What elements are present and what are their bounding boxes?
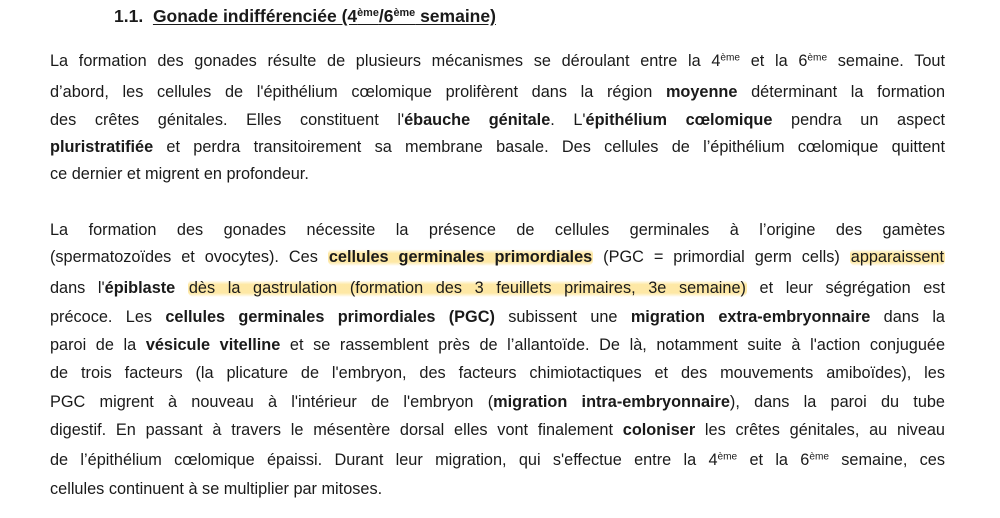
text-run: déterminant la formation <box>737 83 945 101</box>
paragraph-line <box>50 305 945 329</box>
text-run: et leur ségrégation est <box>746 279 945 297</box>
paragraph-line <box>50 333 945 357</box>
text-run: (spermatozoïdes et ovocytes). Ces <box>50 248 328 266</box>
section-title-part: /6 <box>378 6 394 26</box>
superscript: ème <box>809 451 829 463</box>
bold-term: migration intra-embryonnaire <box>493 393 730 411</box>
text-run: . L' <box>550 111 586 129</box>
paragraph-line <box>50 135 945 159</box>
text-run: d’abord, les cellules de l'épithélium cœlomique prolifèrent dans la région <box>50 83 666 101</box>
bold-term: ébauche génitale <box>404 111 551 129</box>
bold-term: épithélium cœlomique <box>585 111 773 129</box>
text-run: PGC migrent à nouveau à l'intérieur de l'embryon ( <box>50 393 494 411</box>
paragraph-line <box>50 390 945 414</box>
superscript: ème <box>720 52 741 64</box>
text-run: et la 6 <box>740 52 808 70</box>
bold-term: moyenne <box>665 83 738 101</box>
paragraph-line <box>50 418 945 442</box>
paragraph-line <box>50 361 945 385</box>
section-heading <box>114 6 496 27</box>
paragraph-line <box>50 49 945 73</box>
paragraph-line <box>50 477 945 501</box>
text-run: semaine, ces <box>828 451 945 469</box>
superscript: ème <box>393 7 416 20</box>
text-run: dans l' <box>50 279 105 297</box>
text-run: précoce. Les <box>50 308 166 326</box>
paragraph-line <box>50 80 945 104</box>
paragraph-line <box>50 162 945 186</box>
section-title-part: semaine) <box>415 6 496 26</box>
text-run: les crêtes génitales, au niveau <box>695 421 945 439</box>
text-run: paroi de la <box>50 336 146 354</box>
bold-term: cellules germinales primordiales (PGC) <box>165 308 495 326</box>
text-run: La formation des gonades nécessite la présence de cellules germinales à l’origine des gamètes <box>50 221 945 239</box>
text-run: cellules continuent à se multiplier par mitoses. <box>50 480 383 498</box>
section-title <box>153 6 496 26</box>
text-run: et se rassemblent près de l’allantoïde. De là, notamment suite à l'action conjuguée <box>280 336 945 354</box>
text-run: des crêtes génitales. Elles constituent l' <box>50 111 405 129</box>
text-run: de trois facteurs (la plicature de l'embryon, des facteurs chimiotactiques et des mouvements amiboïdes), les <box>50 364 945 382</box>
text-run: La formation des gonades résulte de plusieurs mécanismes se déroulant entre la 4 <box>50 52 721 70</box>
bold-term: coloniser <box>622 421 696 439</box>
text-run: ), dans la paroi du tube <box>729 393 945 411</box>
text-run: ce dernier et migrent en profondeur. <box>50 165 309 183</box>
bold-term: vésicule vitelline <box>145 336 281 354</box>
text-run: de l’épithélium cœlomique épaissi. Durant leur migration, qui s'effectue entre la 4 <box>50 451 718 469</box>
highlighted-text: apparaissent <box>850 248 944 266</box>
text-run: et la 6 <box>737 451 810 469</box>
superscript: ème <box>807 52 828 64</box>
superscript: ème <box>717 451 738 463</box>
paragraph-line <box>50 448 945 472</box>
text-run: et perdra transitoirement sa membrane basale. Des cellules de l’épithélium cœlomique quittent <box>153 138 945 156</box>
highlighted-text: dès la gastrulation (formation des 3 feuillets primaires, 3e semaine) <box>188 279 746 297</box>
text-run <box>175 279 188 297</box>
text-run: subissent une <box>494 308 631 326</box>
text-run: pendra un aspect <box>772 111 945 129</box>
highlighted-bold-term: cellules germinales primordiales <box>328 248 593 266</box>
paragraph-line <box>50 276 945 300</box>
bold-term: épiblaste <box>104 279 176 297</box>
paragraph-line <box>50 108 945 132</box>
text-run: semaine. Tout <box>827 52 945 70</box>
text-run: dans la <box>870 308 945 326</box>
section-number: 1.1. <box>114 6 144 26</box>
text-run: (PGC = primordial germ cells) <box>593 248 850 266</box>
superscript: ème <box>357 7 379 20</box>
section-title-part: Gonade indifférenciée (4 <box>152 6 358 26</box>
paragraph-line <box>50 218 945 242</box>
bold-term: migration extra-embryonnaire <box>630 308 871 326</box>
text-run: digestif. En passant à travers le mésentère dorsal elles vont finalement <box>50 421 623 439</box>
bold-term: pluristratifiée <box>50 138 154 156</box>
paragraph-line <box>50 245 945 269</box>
